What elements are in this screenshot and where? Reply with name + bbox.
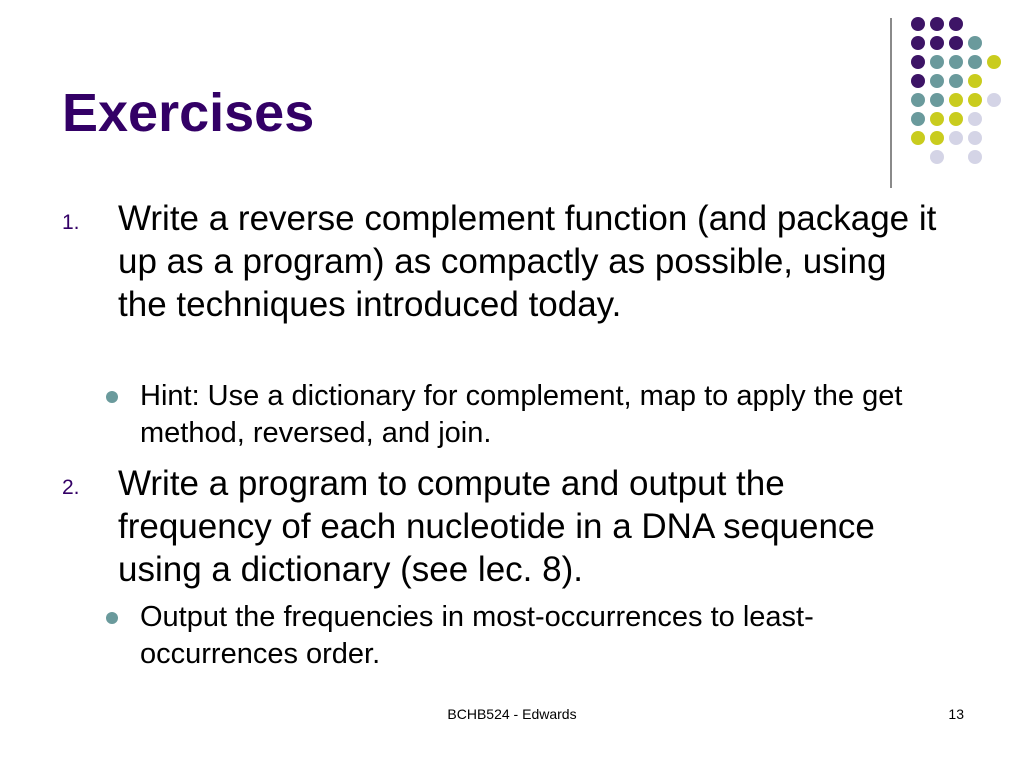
decorative-vertical-line <box>890 18 892 188</box>
decorative-dot <box>949 55 963 69</box>
footer-page-number: 13 <box>948 706 964 722</box>
decorative-dot <box>987 55 1001 69</box>
decorative-dot <box>930 93 944 107</box>
decorative-dot <box>987 93 1001 107</box>
decorative-dot <box>968 150 982 164</box>
bullet-icon <box>106 391 118 403</box>
decorative-dot <box>911 74 925 88</box>
exercise-text: Write a program to compute and output the frequency of each nucleotide in a DNA sequence using a dictionary (see lec. 8). <box>118 464 875 589</box>
decorative-dot <box>949 17 963 31</box>
decorative-dot <box>930 112 944 126</box>
decorative-dot <box>949 131 963 145</box>
decorative-dot <box>930 36 944 50</box>
decorative-dot <box>911 55 925 69</box>
decorative-dot <box>949 36 963 50</box>
decorative-dot <box>968 93 982 107</box>
decorative-dot <box>911 93 925 107</box>
decorative-dot <box>930 55 944 69</box>
decorative-dot <box>968 112 982 126</box>
decorative-dot <box>968 74 982 88</box>
decorative-dot <box>911 131 925 145</box>
decorative-dot <box>930 74 944 88</box>
decorative-dot <box>911 36 925 50</box>
bullet-icon <box>106 612 118 624</box>
item-number: 2. <box>62 476 80 499</box>
exercise-hint: Hint: Use a dictionary for complement, map to apply the get method, reversed, and join. <box>140 380 903 449</box>
decorative-dot <box>968 131 982 145</box>
decorative-dot <box>911 112 925 126</box>
decorative-dot <box>911 17 925 31</box>
exercise-text: Write a reverse complement function (and package it up as a program) as compactly as possible, using the techniques introduced today. <box>118 199 937 324</box>
slide-title: Exercises <box>62 83 315 143</box>
decorative-dot <box>949 74 963 88</box>
exercise-hint: Output the frequencies in most-occurrences to least-occurrences order. <box>140 601 814 670</box>
decorative-dot <box>930 17 944 31</box>
decorative-dot <box>930 150 944 164</box>
item-number: 1. <box>62 211 80 234</box>
decorative-dot <box>949 112 963 126</box>
decorative-dot <box>968 55 982 69</box>
decorative-dot <box>930 131 944 145</box>
decorative-dot <box>968 36 982 50</box>
footer-course: BCHB524 - Edwards <box>447 706 577 722</box>
decorative-dot <box>949 93 963 107</box>
